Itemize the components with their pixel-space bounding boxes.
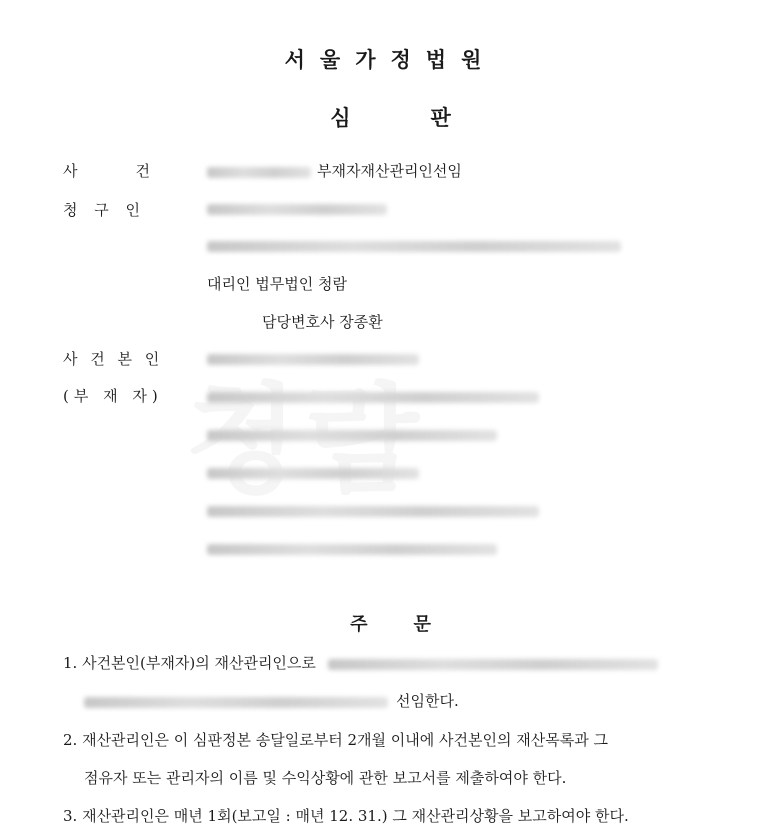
order-item-1-line-1 bbox=[63, 652, 664, 673]
order-item-1-line-2 bbox=[84, 690, 459, 711]
petitioner-name-line bbox=[207, 199, 393, 217]
redacted-principal-info bbox=[207, 354, 419, 365]
redacted-principal-address bbox=[207, 506, 539, 517]
redacted-principal-info bbox=[207, 468, 419, 479]
case-line bbox=[207, 160, 462, 181]
order-item-2-line-2: 점유자 또는 관리자의 이름 및 수익상황에 관한 보고서를 제출하여야 한다. bbox=[84, 769, 567, 787]
order-item-3: 3. 재산관리인은 매년 1회(보고일 : 매년 12. 31.) 그 재산관리상황을 보고하여야 한다. bbox=[63, 807, 629, 825]
redacted-manager-info bbox=[328, 659, 658, 670]
redacted-petitioner-address bbox=[207, 241, 621, 252]
attorney-line: 담당변호사 장종환 bbox=[262, 313, 383, 331]
principal-line-1 bbox=[207, 349, 425, 367]
case-label: 사 건 bbox=[63, 162, 150, 180]
principal-line-5 bbox=[207, 501, 545, 519]
redacted-manager-address bbox=[84, 697, 388, 708]
redacted-case-number bbox=[207, 167, 311, 178]
court-name: 서울가정법원 bbox=[284, 48, 497, 72]
redacted-petitioner-info bbox=[207, 204, 387, 215]
redacted-principal-address bbox=[207, 392, 539, 403]
principal-line-2 bbox=[207, 387, 545, 405]
principal-line-4 bbox=[207, 463, 425, 481]
order-item-1-end: 선임한다. bbox=[396, 692, 459, 710]
document-title bbox=[0, 102, 781, 132]
order-section-title: 주 문 bbox=[350, 614, 431, 635]
principal-sublabel: (부 재 자) bbox=[63, 387, 163, 405]
redacted-principal-address bbox=[207, 430, 497, 441]
petitioner-address-line bbox=[207, 236, 627, 254]
principal-label: 사 건 본 인 bbox=[63, 350, 164, 368]
order-item-1-text: 1. 사건본인(부재자)의 재산관리인으로 bbox=[63, 654, 316, 672]
document-title-right: 판 bbox=[430, 106, 451, 130]
principal-line-6 bbox=[207, 539, 503, 557]
petitioner-label: 청 구 인 bbox=[63, 201, 147, 219]
redacted-principal-address bbox=[207, 544, 497, 555]
order-item-2-line-1: 2. 재산관리인은 이 심판정본 송달일로부터 2개월 이내에 사건본인의 재산목록과 그 bbox=[63, 731, 608, 749]
case-name: 부재자재산관리인선임 bbox=[317, 162, 462, 180]
principal-line-3 bbox=[207, 425, 503, 443]
agent-line: 대리인 법무법인 청람 bbox=[207, 275, 347, 293]
document-title-left: 심 bbox=[330, 106, 351, 130]
